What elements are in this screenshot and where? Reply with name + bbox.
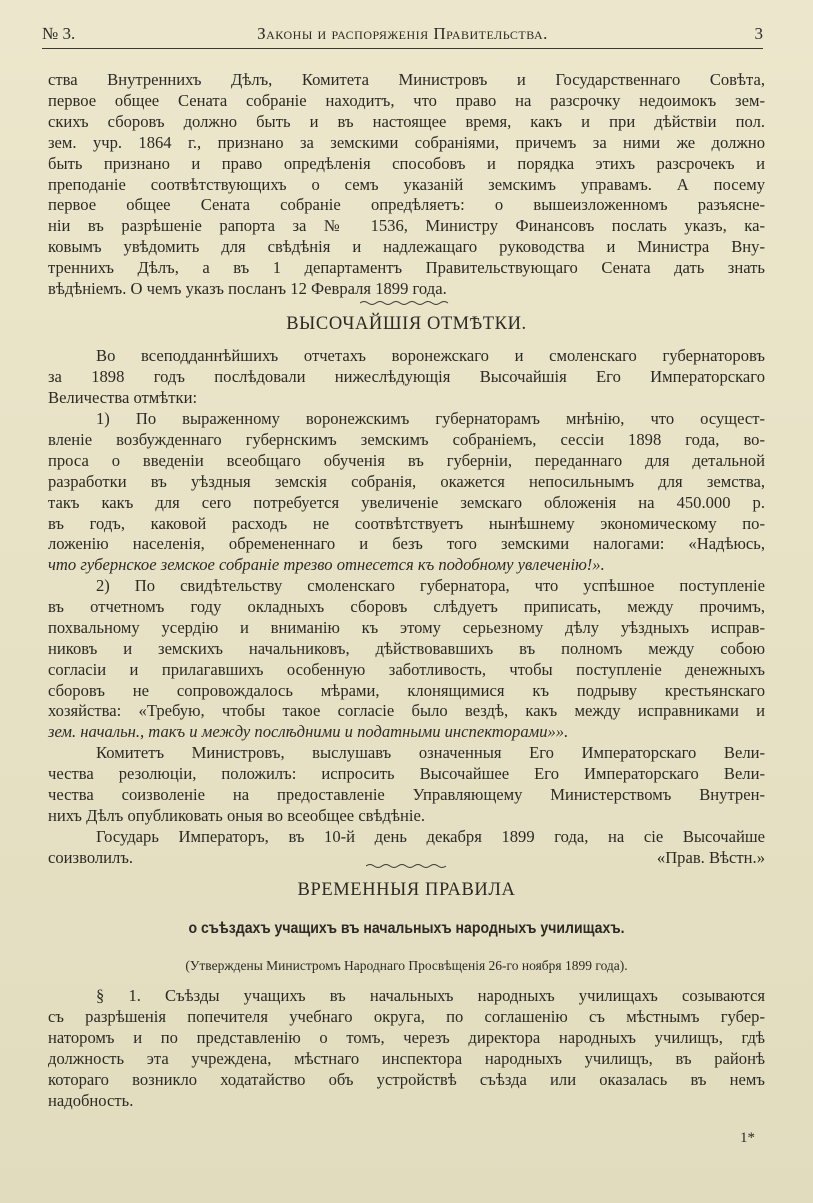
- running-title: Законы и распоряженія Правительства.: [257, 24, 548, 43]
- text-line: проса о введеніи всеобщаго обученія въ губерніи, переданнаго для детальной: [48, 450, 765, 470]
- text-line: вленіе возбужденнаго губернскимъ земскимъ собраніемъ, сессіи 1898 года, во-: [48, 429, 765, 449]
- text-line: первое общее Сената собраніе находитъ, что право на разсрочку недоимокъ зем-: [48, 90, 765, 110]
- text-line: котораго возникло ходатайство объ устройствѣ съѣзда или оказалась въ немъ: [48, 1069, 765, 1089]
- intro-paragraph: [48, 70, 765, 300]
- text-line: чества соизволеніе на предоставленіе Управляющему Министерствомъ Внутрен-: [48, 784, 765, 804]
- text-line: преподаніе соотвѣтствующихъ о семъ указаній земскимъ управамъ. А посему: [48, 174, 765, 194]
- text-line: Комитетъ Министровъ, выслушавъ означенныя Его Императорскаго Вели-: [96, 743, 765, 762]
- committee-paragraph: [48, 743, 765, 827]
- text-line: нихъ Дѣлъ опубликовать оныя во всеобщее свѣдѣніе.: [48, 805, 425, 825]
- text-line: за 1898 годъ послѣдовали нижеслѣдующія Высочайшія Его Императорскаго: [48, 366, 765, 386]
- text-line: зем. учр. 1864 г., признано за земскими собраніями, причемъ за ними же должно: [48, 132, 765, 152]
- text-line: хозяйства: «Требую, чтобы такое согласіе было вездѣ, какъ между исправниками и: [48, 701, 765, 721]
- text-line: Во всеподданнѣйшихъ отчетахъ воронежскаго и смоленскаго губернаторовъ: [96, 346, 765, 365]
- signature-mark: 1*: [740, 1130, 755, 1146]
- text-line: ложенію населенія, обремененнаго и безъ того земскими налогами: «Надѣюсь,: [48, 534, 765, 554]
- reports-paragraph: [48, 346, 765, 409]
- text-line: треннихъ Дѣлъ, а въ 1 департаментъ Правительствующаго Сената дать знать: [48, 258, 765, 278]
- text-line: наторомъ и по представленію о томъ, черезъ директора народныхъ училищъ, гдѣ: [48, 1027, 765, 1047]
- ornament-divider: [366, 863, 448, 869]
- text-line: похвальному усердію и вниманію къ этому серьезному дѣлу уѣздныхъ исправ-: [48, 617, 765, 637]
- text-line: Величества отмѣтки:: [48, 387, 198, 407]
- text-line: зем. начальн., такъ и между послѣдними и податными инспекторами»».: [48, 722, 569, 742]
- text-line: § 1. Съѣзды учащихъ въ начальныхъ народныхъ училищахъ созываются: [96, 986, 765, 1005]
- text-line: съ разрѣшенія попечителя учебнаго округа, по соглашенію съ мѣстнымъ губер-: [48, 1006, 765, 1026]
- page-number: 3: [754, 24, 763, 43]
- text-line: разработки въ уѣздныя земскія собранія, окажется непосильнымъ для земства,: [48, 471, 765, 491]
- section-1-paragraph: [48, 986, 765, 1111]
- text-line: въ отчетномъ году окладныхъ сборовъ слѣдуетъ приписать, между прочимъ,: [48, 596, 765, 616]
- item-1-paragraph: [48, 409, 765, 576]
- subheading-congresses: о съѣздахъ учащихъ въ начальныхъ народныхъ училищахъ.: [188, 920, 625, 937]
- text-line: согласіи и прилагавшихъ особенную заботливость, чтобы поступленіе денежныхъ: [48, 659, 765, 679]
- text-line: должность эта учреждена, мѣстнаго инспектора народныхъ училищъ, въ районѣ: [48, 1048, 765, 1068]
- text-line: быть признано и право опредѣленія способовъ и порядка этихъ разсрочекъ и: [48, 153, 765, 173]
- issue-number: № 3.: [42, 24, 76, 43]
- text-line: вѣдѣніемъ. О чемъ указъ посланъ 12 Февраля 1899 года.: [48, 279, 447, 299]
- text-line: 2) По свидѣтельству смоленскаго губернатора, что успѣшное поступленіе: [96, 576, 765, 595]
- text-line: никовъ и земскихъ начальниковъ, дѣйствовавшихъ въ полномъ между собою: [48, 638, 765, 658]
- signoff-left: соизволилъ.: [48, 847, 134, 867]
- text-line: Государь Императоръ, въ 10-й день декабря 1899 года, на сіе Высочайше: [96, 827, 765, 846]
- text-line: надобность.: [48, 1090, 134, 1110]
- text-line: сборовъ не сопровождалось мѣрами, клонящимися къ подрыву крестьянскаго: [48, 680, 765, 700]
- text-line: ковымъ увѣдомить для свѣдѣнія и надлежащаго руководства и Министра Вну-: [48, 237, 765, 257]
- text-line: 1) По выраженному воронежскимъ губернаторамъ мнѣнію, что осущест-: [96, 409, 765, 428]
- text-line: въ годъ, каковой расходъ не соотвѣтствуетъ нынѣшнему экономическому по-: [48, 513, 765, 533]
- text-line: чества резолюціи, положилъ: испросить Высочайшее Его Императорскаго Вели-: [48, 763, 765, 783]
- page-header: [42, 22, 763, 49]
- item-2-paragraph: [48, 576, 765, 743]
- heading-temporary-rules: ВРЕМЕННЫЯ ПРАВИЛА: [297, 880, 516, 900]
- source-citation: «Прав. Вѣстн.»: [656, 847, 765, 867]
- text-line: ніи въ разрѣшеніе рапорта за № 1536, Министру Финансовъ послать указъ, ка-: [48, 216, 765, 236]
- ornament-divider: [360, 300, 452, 306]
- text-line: что губернское земское собраніе трезво отнесется къ подобному увлеченію!».: [48, 555, 605, 575]
- heading-highest-notes: ВЫСОЧАЙШІЯ ОТМѢТКИ.: [286, 314, 527, 334]
- text-line: скихъ сборовъ должно быть и въ настоящее время, какъ и при дѣйствіи пол.: [48, 111, 765, 131]
- text-line: ства Внутреннихъ Дѣлъ, Комитета Министровъ и Государственнаго Совѣта,: [48, 70, 765, 89]
- text-line: такъ какъ для сего потребуется увеличеніе земскаго обложенія на 450.000 р.: [48, 492, 765, 512]
- approval-note: (Утверждены Министромъ Народнаго Просвѣщенія 26-го ноября 1899 года).: [185, 958, 628, 973]
- text-line: первое общее Сената собраніе опредѣляетъ: о вышеизложенномъ разъясне-: [48, 195, 765, 215]
